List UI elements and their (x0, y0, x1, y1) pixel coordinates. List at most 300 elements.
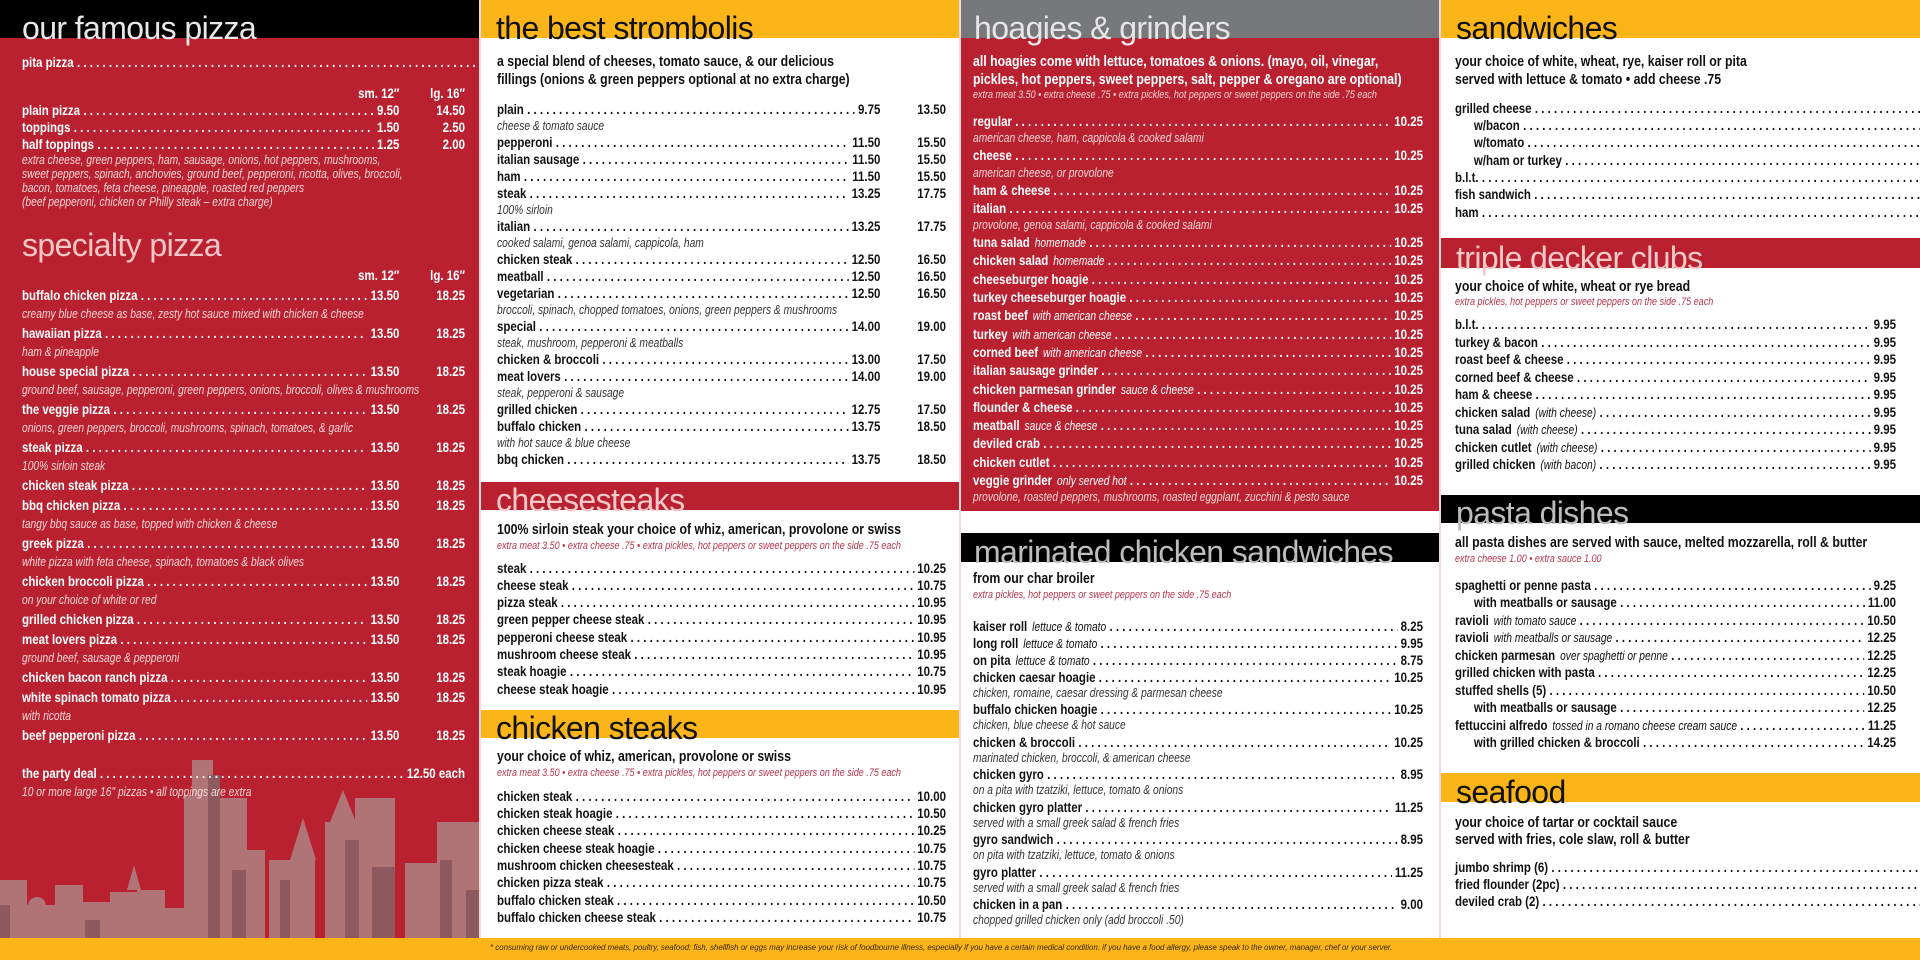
item-price: 10.25 (1394, 435, 1423, 452)
item-price: 11.00 (1867, 594, 1896, 610)
dot-leader (1078, 734, 1391, 751)
item-name: house special pizza (22, 363, 130, 379)
footer-disclaimer: * consuming raw or undercooked meats, poultry, seafood: fish, shellfish or eggs may increase your risk of foodbourne illness, especially if you have a certain medical condition. if you have a food allergy, please speak to the owner, manager, chef or your server. (490, 943, 1393, 952)
menu-item (973, 181, 1423, 199)
item-name: chicken salad (1455, 403, 1531, 420)
menu-item (497, 909, 946, 926)
dot-leader (147, 571, 367, 591)
item-price-large: 18.25 (436, 631, 465, 647)
item-name: chicken cutlet (973, 453, 1050, 470)
item-price-large: 17.75 (917, 217, 946, 234)
dot-leader (1577, 369, 1870, 387)
item-description: creamy blue cheese as base, zesty hot sauce mixed with chicken & cheese (22, 307, 364, 321)
dot-leader (139, 725, 368, 745)
section-title: hoagies & grinders (974, 10, 1231, 46)
item-price: 12.50 (851, 250, 881, 267)
dot-leader (171, 667, 368, 687)
dot-leader (1541, 334, 1870, 352)
menu-item (497, 218, 946, 235)
menu-item (1455, 134, 1920, 151)
item-price: 11.50 (852, 150, 881, 167)
menu-item (973, 416, 1423, 434)
list-column (22, 54, 479, 71)
section-famous (0, 0, 479, 220)
item-name: cheese (973, 147, 1012, 164)
menu-item (497, 268, 946, 285)
dot-leader (524, 168, 849, 185)
menu-item (1455, 439, 1896, 457)
section-body (497, 749, 946, 927)
dot-leader (576, 251, 849, 268)
menu-item (497, 368, 946, 385)
menu-item (1455, 717, 1896, 735)
menu-item (1455, 699, 1896, 717)
item-name: ravioli (1455, 611, 1489, 628)
dot-leader (556, 134, 849, 151)
item-name: italian sausage grinder (973, 362, 1099, 379)
section-title: our famous pizza (22, 10, 257, 46)
section-title: marinated chicken sandwiches (974, 534, 1393, 570)
section-intro: your choice of tartar or cocktail sauce (1455, 814, 1678, 831)
item-description: on a pita with tzatziki, lettuce, tomato & onions (973, 783, 1184, 797)
dot-leader (1135, 306, 1391, 324)
dot-leader (1598, 664, 1864, 682)
size-small-header: sm. 12″ (358, 84, 400, 101)
section-intro: served with fries, cole slaw, roll & butter (1455, 831, 1690, 848)
item-name: grilled chicken (1455, 456, 1536, 472)
item-price: 10.25 (1394, 472, 1423, 489)
item-price: 11.25 (1394, 863, 1423, 880)
menu-item (497, 663, 946, 680)
dot-leader (1015, 146, 1391, 164)
dot-leader (576, 788, 914, 805)
section-note: extra pickles, hot peppers or sweet peppers on the side .75 each (973, 589, 1232, 601)
section-body (1455, 279, 1896, 474)
dot-leader (1482, 204, 1920, 221)
item-price: 12.50 (851, 267, 881, 284)
dot-leader (1089, 233, 1391, 251)
item-price: 12.50 (851, 284, 881, 301)
dot-leader (570, 663, 914, 680)
item-name: grilled chicken pizza (22, 611, 134, 627)
item-description: ground beef, sausage & pepperoni (22, 651, 180, 665)
item-name: gyro platter (973, 863, 1037, 880)
menu-item (1455, 629, 1896, 647)
dot-leader (132, 475, 368, 495)
dot-leader (1015, 112, 1391, 130)
dot-leader (83, 102, 373, 119)
dot-leader (1054, 181, 1391, 199)
menu-item (22, 323, 465, 343)
dot-leader (1115, 325, 1391, 343)
item-price-large: 17.50 (917, 350, 946, 367)
menu-item (22, 495, 465, 515)
item-name: pepperoni cheese steak (497, 628, 628, 645)
item-price: 13.50 (370, 401, 400, 417)
size-large-header: lg. 16″ (430, 84, 465, 101)
column-pizza (0, 0, 479, 938)
item-description: extra cheese, green peppers, ham, sausage, onions, hot peppers, mushrooms, (22, 152, 381, 167)
item-price-large: 18.25 (436, 689, 465, 705)
item-name: ham & cheese (973, 181, 1051, 198)
item-note: over spaghetti or penne (1560, 648, 1668, 663)
item-price: 13.75 (851, 450, 881, 467)
section-intro: your choice of whiz, american, provolone or swiss (497, 748, 791, 765)
section-title: the best strombolis (496, 10, 754, 46)
menu-item (1455, 859, 1920, 876)
item-price: 13.50 (370, 611, 400, 627)
item-name: half toppings (22, 135, 95, 152)
section-title: cheesesteaks (496, 482, 685, 518)
item-name: grilled chicken (497, 400, 578, 417)
menu-item (973, 799, 1423, 816)
item-price: 10.25 (917, 559, 946, 576)
item-group (22, 266, 465, 745)
item-description: steak, mushroom, pepperoni & meatballs (497, 335, 684, 350)
item-name: ham (497, 167, 521, 184)
item-price-large: 16.50 (917, 284, 946, 301)
dot-leader (658, 840, 914, 857)
dot-leader (1581, 421, 1870, 439)
dot-leader (120, 629, 367, 649)
dot-leader (572, 577, 914, 594)
item-name: stuffed shells (5) (1455, 681, 1547, 698)
item-description: steak, pepperoni & sausage (497, 385, 625, 400)
dot-leader (1108, 251, 1391, 269)
item-group (1455, 316, 1896, 474)
menu-item (497, 168, 946, 185)
item-note: with american cheese (1042, 345, 1143, 360)
item-name: regular (973, 113, 1012, 129)
menu-item (1455, 421, 1896, 439)
section-chickensteaks (481, 710, 959, 938)
item-name: roast beef (973, 307, 1028, 324)
item-price: 11.25 (1394, 798, 1423, 815)
item-price-large: 18.25 (436, 439, 465, 455)
menu-item (973, 864, 1423, 881)
dot-leader (677, 857, 914, 874)
item-price: 9.95 (1873, 368, 1896, 385)
menu-item (973, 434, 1423, 452)
item-price-large: 15.50 (917, 133, 946, 150)
section-pasta (1441, 495, 1920, 773)
dot-leader (1542, 893, 1920, 910)
item-name: jumbo shrimp (6) (1455, 858, 1549, 875)
dot-leader (1129, 288, 1391, 306)
menu-item (497, 151, 946, 168)
menu-item (973, 306, 1423, 324)
section-body (497, 53, 946, 468)
item-name: grilled cheese (1455, 99, 1532, 116)
menu-item (1455, 612, 1896, 630)
menu-item (497, 805, 946, 822)
item-name: toppings (22, 118, 71, 135)
item-price: 11.50 (852, 133, 881, 150)
item-price: 10.25 (1394, 417, 1423, 434)
item-name: with meatballs or sausage (1473, 699, 1617, 715)
dot-leader (1145, 343, 1391, 361)
item-note: (with cheese) (1516, 423, 1578, 437)
dot-leader (1047, 766, 1397, 783)
item-price: 9.95 (1873, 456, 1896, 472)
item-name: turkey cheeseburger hoagie (973, 289, 1127, 306)
item-name: fettuccini alfredo (1455, 716, 1548, 733)
item-description: broccoli, spinach, chopped tomatoes, onions, green peppers & mushrooms (497, 302, 838, 317)
item-price: 10.75 (917, 909, 946, 926)
menu-item (973, 270, 1423, 288)
item-name: plain pizza (22, 101, 81, 118)
dot-leader (1599, 456, 1870, 474)
section-intro: your choice of white, wheat or rye bread (1455, 278, 1691, 295)
item-description: american cheese, or provolone (973, 165, 1114, 180)
menu-item (973, 471, 1423, 489)
menu-item (973, 896, 1423, 913)
section-body (973, 571, 1423, 929)
two-column-list (1455, 859, 1896, 911)
dot-leader (174, 687, 367, 707)
item-description: onions, green peppers, broccoli, mushrooms, spinach, tomatoes, & garlic (22, 421, 354, 435)
dot-leader (564, 368, 848, 385)
item-name: b.l.t. (1455, 316, 1479, 332)
section-note: extra meat 3.50 • extra cheese .75 • extra pickles, hot peppers or sweet peppers on the side .75 each (973, 89, 1377, 101)
section-note: extra pickles, hot peppers or sweet peppers on the side .75 each (1455, 296, 1714, 308)
dot-leader (1110, 618, 1398, 635)
item-note: lettuce & tomato (1023, 636, 1098, 651)
dot-leader (1482, 169, 1920, 186)
item-name: chicken broccoli pizza (22, 573, 144, 589)
section-title: triple decker clubs (1456, 240, 1703, 276)
item-price-large: 19.00 (917, 367, 946, 384)
dot-leader (1535, 100, 1920, 117)
item-price-large: 18.25 (436, 325, 465, 341)
menu-item (973, 398, 1423, 416)
section-body (973, 53, 1423, 505)
menu-item (497, 285, 946, 302)
item-group (497, 788, 946, 927)
section-sandwiches (1441, 0, 1920, 240)
item-name: chicken parmesan (1455, 646, 1556, 663)
two-column-list (1455, 100, 1896, 222)
item-description: bacon, tomatoes, feta cheese, pineapple, roasted red peppers (22, 180, 305, 195)
dot-leader (648, 611, 914, 628)
item-price: 13.50 (370, 363, 400, 379)
dot-leader (1601, 439, 1871, 457)
item-price-large: 18.25 (436, 573, 465, 589)
item-name: italian sausage (497, 150, 580, 167)
section-body (1455, 814, 1896, 910)
item-note: (with bacon) (1540, 458, 1597, 472)
item-price-large: 17.50 (917, 400, 946, 417)
item-note: homemade (1034, 236, 1086, 251)
item-name: veggie grinder (973, 472, 1053, 489)
dot-leader (137, 609, 367, 629)
item-name: chicken caesar hoagie (973, 668, 1096, 685)
item-description: tangy bbq sauce as base, topped with chicken & cheese (22, 517, 278, 531)
item-price-large: 15.50 (917, 150, 946, 167)
item-name: cheese steak (497, 576, 569, 593)
section-intro: all hoagies come with lettuce, tomatoes & onions. (mayo, oil, vinegar, (973, 53, 1379, 70)
item-name: chicken steak (497, 250, 573, 267)
item-description: provolone, roasted peppers, mushrooms, roasted eggplant, zucchini & pesto sauce (973, 490, 1350, 505)
item-name: fish sandwich (1455, 186, 1531, 203)
item-note: tossed in a romano cheese cream sauce (1552, 718, 1738, 733)
item-name: tuna salad (1455, 421, 1512, 437)
item-note: (with cheese) (1535, 405, 1597, 420)
menu-item (973, 766, 1423, 783)
dot-leader (530, 185, 849, 202)
list-column (1455, 100, 1920, 222)
item-name: buffalo chicken cheese steak (497, 909, 656, 926)
menu-item (22, 285, 465, 305)
item-note: homemade (1053, 254, 1105, 269)
dot-leader (113, 399, 367, 419)
dot-leader (618, 822, 914, 839)
section-seafood (1441, 773, 1920, 938)
section-body (22, 54, 465, 209)
item-name: buffalo chicken (497, 417, 582, 434)
section-title: sandwiches (1456, 10, 1618, 46)
dot-leader (1643, 734, 1864, 752)
item-description: chicken, romaine, caesar dressing & parmesan cheese (973, 685, 1223, 700)
menu-item (973, 343, 1423, 361)
section-intro: fillings (onions & green peppers optional at no extra charge) (497, 71, 850, 88)
item-description: white pizza with feta cheese, spinach, tomatoes & black olives (22, 555, 305, 569)
item-price: 14.00 (851, 317, 881, 334)
item-name: bbq chicken (497, 450, 564, 467)
item-price: 10.75 (917, 857, 946, 874)
item-note: sauce & cheese (1120, 382, 1194, 397)
dot-leader (1093, 652, 1397, 669)
item-note: with meatballs or sausage (1493, 631, 1613, 645)
list-column (1455, 859, 1920, 911)
item-name: w/bacon (1473, 116, 1520, 133)
dot-leader (1563, 876, 1920, 893)
item-name: pizza steak (497, 594, 558, 611)
dot-leader (1620, 594, 1865, 612)
section-note: extra meat 3.50 • extra cheese .75 • extra pickles, hot peppers or sweet peppers on the side .75 each (497, 767, 901, 779)
menu-item (22, 136, 465, 153)
dot-leader (1101, 701, 1391, 718)
menu-item (497, 788, 946, 805)
item-description: served with a small greek salad & french fries (973, 880, 1180, 895)
item-name: chicken cheese steak hoagie (497, 839, 655, 856)
item-description: with ricotta (22, 709, 71, 723)
section-body (1455, 535, 1896, 752)
item-price: 10.50 (1867, 611, 1896, 628)
item-name: with meatballs or sausage (1473, 594, 1617, 610)
item-name: chicken parmesan grinder (973, 380, 1116, 397)
section-intro: a special blend of cheeses, tomato sauce, & our delicious (497, 53, 834, 70)
item-price: 10.95 (917, 680, 946, 697)
menu-item (497, 611, 946, 628)
footer-disclaimer-bar (0, 938, 1920, 960)
item-price: 10.25 (1394, 733, 1423, 750)
dot-leader (634, 646, 914, 663)
two-column-list (22, 54, 465, 71)
dot-leader (1039, 864, 1391, 881)
dot-leader (105, 323, 367, 343)
item-price: 12.25 (1867, 699, 1896, 715)
dot-leader (607, 874, 914, 891)
menu-item (1455, 369, 1896, 387)
section-intro: served with lettuce & tomato • add cheese .75 (1455, 71, 1722, 88)
item-name: steak hoagie (497, 663, 567, 680)
dot-leader (1523, 117, 1920, 134)
item-price: 9.95 (1400, 634, 1423, 651)
dot-leader (1550, 682, 1864, 700)
menu-item (1455, 876, 1920, 893)
item-description: 100% sirloin steak (22, 459, 106, 473)
item-name: kaiser roll (973, 617, 1028, 634)
menu-item (1455, 204, 1920, 221)
item-price: 10.95 (917, 628, 946, 645)
item-description: american cheese, ham, cappicola & cooked salami (973, 131, 1204, 146)
dot-leader (132, 361, 367, 381)
item-name: grilled chicken with pasta (1455, 664, 1595, 680)
item-price: 10.25 (1394, 234, 1423, 251)
item-name: chicken pizza steak (497, 874, 604, 891)
item-price: 13.50 (370, 287, 400, 303)
dot-leader (1085, 799, 1391, 816)
menu-item (497, 629, 946, 646)
item-description: chicken, blue cheese & hot sauce (973, 718, 1126, 732)
menu-item (497, 857, 946, 874)
item-name: meatball (973, 417, 1020, 434)
item-description: ham & pineapple (22, 345, 99, 359)
menu-item (22, 609, 465, 629)
dot-leader (602, 351, 848, 368)
dot-leader (1671, 647, 1864, 665)
section-title: specialty pizza (22, 227, 222, 263)
item-price-large: 18.25 (436, 611, 465, 627)
item-price: 10.95 (917, 645, 946, 662)
item-price: 10.95 (917, 611, 946, 628)
item-name: chicken salad (973, 252, 1049, 269)
dot-leader (1101, 416, 1391, 434)
item-name: chicken steak pizza (22, 477, 129, 493)
item-description: (beef pepperoni, chicken or Philly steak – extra charge) (22, 194, 273, 209)
dot-leader (1057, 831, 1398, 848)
item-price: 13.25 (851, 217, 881, 234)
menu-item (973, 669, 1423, 686)
item-price: 10.25 (1394, 362, 1423, 379)
item-price: 1.25 (377, 135, 400, 152)
item-price-large: 2.50 (442, 118, 465, 135)
menu-item (497, 594, 946, 611)
column-sandwiches-pasta-seafood (1441, 0, 1920, 938)
item-price-large: 16.50 (917, 250, 946, 267)
menu-item (497, 134, 946, 151)
item-name: meat lovers pizza (22, 631, 118, 647)
item-price: 13.00 (851, 350, 881, 367)
menu-item (497, 351, 946, 368)
item-price: 10.25 (1394, 453, 1423, 470)
menu-item (22, 475, 465, 495)
item-price: 10.25 (1394, 325, 1423, 342)
item-group (1455, 859, 1896, 911)
dot-leader (1594, 577, 1870, 595)
item-price: 13.50 (370, 727, 400, 743)
item-name: mushroom chicken cheesesteak (497, 857, 674, 874)
item-price-large: 18.50 (917, 417, 946, 434)
menu-item (973, 288, 1423, 306)
dot-leader (539, 318, 848, 335)
item-description: cooked salami, genoa salami, cappicola, ham (497, 235, 704, 250)
item-group (973, 112, 1423, 505)
item-name: mushroom cheese steak (497, 645, 631, 662)
item-price: 13.50 (370, 535, 400, 551)
dot-leader (1053, 453, 1391, 471)
